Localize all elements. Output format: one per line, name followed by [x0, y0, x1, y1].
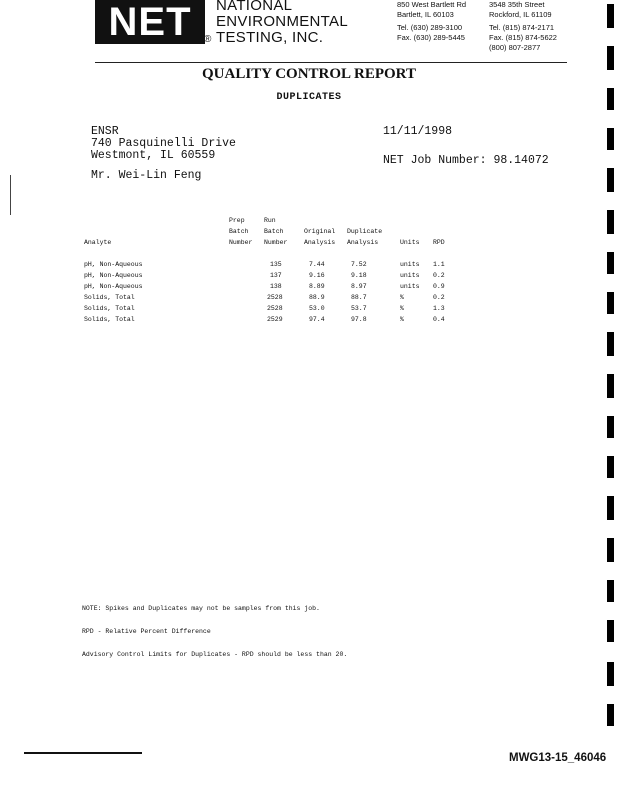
report-subtitle: DUPLICATES — [276, 92, 342, 103]
col-header-original: Original Analysis — [304, 228, 336, 246]
col-header-run-batch: Run Batch Number — [264, 217, 288, 246]
col-header-analyte: Analyte — [84, 239, 112, 246]
client-contact: Mr. Wei-Lin Feng — [91, 169, 202, 182]
binding-mark — [607, 168, 614, 192]
binding-mark — [607, 210, 614, 234]
company-name-line-3: TESTING, INC. — [216, 29, 324, 46]
duplicates-table-body — [0, 259, 618, 325]
table-row: Solids, Total 2529 97.4 97.8 % 0.4 — [84, 316, 445, 323]
company-name-line-1: NATIONAL — [216, 0, 293, 14]
office-address-rockford: 3548 35th Street Rockford, IL 61109 Tel. (815) 874-2171 Fax. (815) 874-5622 (800) 807-2877 — [489, 0, 557, 52]
job-number: 98.14072 — [493, 154, 549, 167]
report-title: QUALITY CONTROL REPORT — [202, 66, 416, 82]
client-name: ENSR — [91, 125, 119, 138]
document-id: MWG13-15_46046 — [509, 752, 607, 764]
binding-mark — [607, 416, 614, 438]
table-row: pH, Non-Aqueous 138 8.89 8.97 units 0.9 — [84, 283, 445, 290]
table-row: Solids, Total 2528 88.9 88.7 % 0.2 — [84, 294, 445, 301]
table-row: pH, Non-Aqueous 135 7.44 7.52 units 1.1 — [84, 261, 445, 268]
office-address-bartlett: 850 West Bartlett Rd Bartlett, IL 60103 Tel. (630) 289-3100 Fax. (630) 289-5445 — [397, 0, 467, 42]
binding-mark — [607, 4, 614, 28]
note-spikes-duplicates: NOTE: Spikes and Duplicates may not be samples from this job. — [82, 605, 320, 612]
registered-mark: ® — [204, 34, 212, 45]
binding-mark — [607, 46, 614, 70]
binding-mark — [607, 332, 614, 356]
note-advisory-limits: Advisory Control Limits for Duplicates - RPD should be less than 20. — [82, 651, 348, 658]
binding-mark — [607, 580, 614, 602]
table-row: pH, Non-Aqueous 137 9.16 9.18 units 0.2 — [84, 272, 445, 279]
bottom-rule — [24, 752, 142, 754]
header-rule — [95, 62, 567, 63]
job-number-line — [383, 150, 549, 168]
client-address — [91, 126, 236, 162]
client-street: 740 Pasquinelli Drive — [91, 137, 236, 150]
client-city: Westmont, IL 60559 — [91, 149, 216, 162]
binding-mark — [607, 374, 614, 398]
note-rpd-definition: RPD - Relative Percent Difference — [82, 628, 211, 635]
binding-mark — [607, 88, 614, 110]
binding-mark — [607, 128, 614, 150]
binding-mark — [607, 496, 614, 520]
binding-mark — [607, 538, 614, 562]
binding-mark — [607, 292, 614, 314]
binding-mark — [607, 252, 614, 274]
report-date: 11/11/1998 — [383, 125, 453, 138]
job-number-label: NET Job Number: — [383, 154, 487, 167]
col-header-prep-batch: Prep Batch Number — [229, 217, 253, 246]
binding-mark — [607, 704, 614, 726]
col-header-rpd: RPD — [433, 239, 445, 246]
binding-mark — [607, 620, 614, 642]
col-header-units: Units — [400, 239, 420, 246]
binding-mark — [607, 456, 614, 478]
binding-mark — [607, 662, 614, 686]
net-logo: NET — [95, 0, 205, 44]
company-name-line-2: ENVIRONMENTAL — [216, 13, 348, 30]
col-header-duplicate: Duplicate Analysis — [347, 228, 383, 246]
scan-margin-line — [10, 175, 11, 215]
table-row: Solids, Total 2528 53.0 53.7 % 1.3 — [84, 305, 445, 312]
